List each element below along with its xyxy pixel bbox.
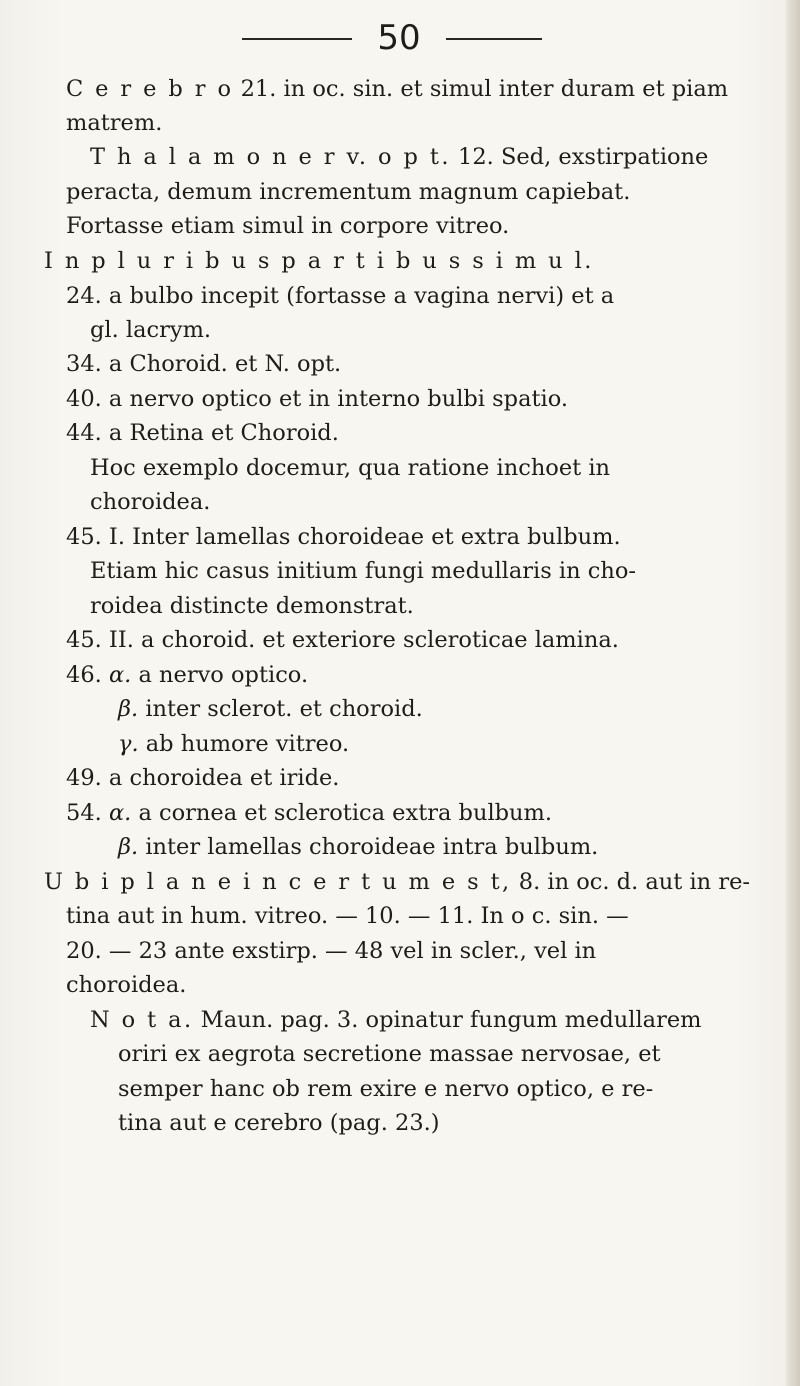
section-heading: I n p l u r i b u s p a r t i b u s s i m u l.: [44, 248, 594, 274]
line-text: a cornea et sclerotica extra bulbum.: [131, 800, 553, 826]
text-line-31: [118, 1108, 440, 1138]
text-line-29: [118, 1039, 661, 1069]
line-text: tina aut in hum. vitreo. — 10. — 11. In o c. sin. —: [66, 903, 629, 929]
text-line-16: [90, 591, 414, 621]
text-line-14: [66, 522, 621, 552]
line-text: 45. I. Inter lamellas choroideae et extra bulbum.: [66, 524, 621, 550]
line-text: choroidea.: [66, 972, 187, 998]
text-line-24: [44, 867, 750, 897]
section-term: U b i p l a n e i n c e r t u m e s t,: [44, 869, 512, 895]
line-text: 40. a nervo optico et in interno bulbi spatio.: [66, 386, 569, 412]
line-text: semper hanc ob rem exire e nervo optico, e re-: [118, 1076, 654, 1102]
text-line-27: [66, 970, 186, 1000]
line-text: Maun. pag. 3. opinatur fungum medullarem: [193, 1007, 702, 1033]
page-number: 50: [377, 18, 421, 58]
section-term: C e r e b r o: [66, 76, 234, 102]
text-line-4: [66, 177, 630, 207]
page-header: [0, 18, 800, 58]
text-line-21: [66, 763, 339, 793]
text-line-9: [66, 349, 341, 379]
text-line-23: [118, 832, 598, 862]
line-text: 34. a Choroid. et N. opt.: [66, 351, 342, 377]
text-line-5: [66, 211, 509, 241]
line-text: Fortasse etiam simul in corpore vitreo.: [66, 213, 510, 239]
line-text: Hoc exemplo docemur, qua ratione inchoet in: [90, 455, 611, 481]
text-line-11: [66, 418, 339, 448]
header-rule-left: [242, 38, 352, 40]
text-line-12: [90, 453, 610, 483]
line-text: peracta, demum incrementum magnum capiebat.: [66, 179, 631, 205]
text-line-26: [66, 936, 596, 966]
line-text: matrem.: [66, 110, 163, 136]
line-text: inter sclerot. et choroid.: [138, 696, 423, 722]
greek-marker: β.: [118, 696, 139, 722]
text-line-3: [90, 142, 708, 172]
item-number: 46.: [66, 662, 102, 688]
greek-marker: β.: [118, 834, 139, 860]
header-rule-right: [446, 38, 542, 40]
page-edge-shadow: [786, 0, 800, 1386]
text-line-19: [118, 694, 423, 724]
line-text: 24. a bulbo incepit (fortasse a vagina nervi) et a: [66, 283, 615, 309]
line-text: inter lamellas choroideae intra bulbum.: [138, 834, 599, 860]
greek-marker: γ.: [118, 731, 139, 757]
text-line-28: [90, 1005, 701, 1035]
item-number: 54.: [66, 800, 102, 826]
text-line-6: [44, 246, 594, 276]
greek-marker: α.: [108, 800, 132, 826]
text-line-15: [90, 556, 636, 586]
line-text: 20. — 23 ante exstirp. — 48 vel in scler., vel in: [66, 938, 597, 964]
line-text: 44. a Retina et Choroid.: [66, 420, 339, 446]
section-term: N o t a.: [90, 1007, 194, 1033]
text-line-2: [66, 108, 162, 138]
line-text: choroidea.: [90, 489, 211, 515]
line-text: 12. Sed, exstirpatione: [450, 144, 709, 170]
line-text: 21. in oc. sin. et simul inter duram et piam: [233, 76, 729, 102]
line-text: 8. in oc. d. aut in re-: [511, 869, 750, 895]
text-line-30: [118, 1074, 653, 1104]
line-text: tina aut e cerebro (pag. 23.): [118, 1110, 440, 1136]
text-line-17: [66, 625, 619, 655]
line-text: a nervo optico.: [131, 662, 309, 688]
line-text: ab humore vitreo.: [138, 731, 350, 757]
text-line-25: [66, 901, 629, 931]
text-line-10: [66, 384, 568, 414]
line-text: 49. a choroidea et iride.: [66, 765, 340, 791]
text-line-20: [118, 729, 349, 759]
section-term: T h a l a m o n e r v. o p t.: [90, 144, 451, 170]
line-text: gl. lacrym.: [90, 317, 212, 343]
text-line-18: [66, 660, 308, 690]
text-line-22: [66, 798, 552, 828]
text-line-13: [90, 487, 210, 517]
text-line-7: [66, 281, 614, 311]
line-text: Etiam hic casus initium fungi medullaris in cho-: [90, 558, 636, 584]
text-line-1: [66, 74, 728, 104]
text-line-8: [90, 315, 211, 345]
line-text: oriri ex aegrota secretione massae nervosae, et: [118, 1041, 661, 1067]
line-text: 45. II. a choroid. et exteriore scleroticae lamina.: [66, 627, 619, 653]
greek-marker: α.: [108, 662, 132, 688]
line-text: roidea distincte demonstrat.: [90, 593, 414, 619]
